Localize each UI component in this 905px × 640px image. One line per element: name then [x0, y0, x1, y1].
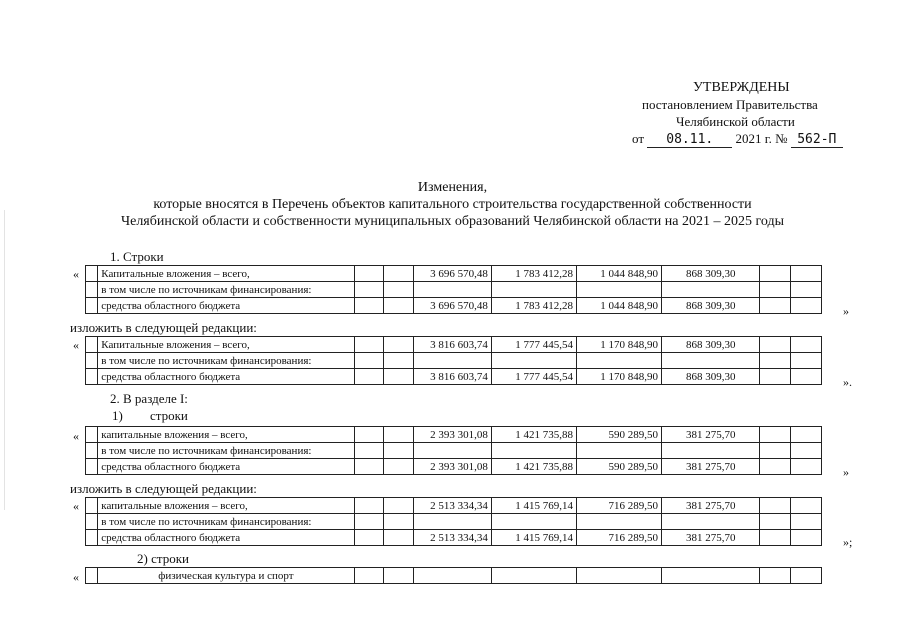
value-cell: 1 415 769,14	[491, 530, 576, 546]
empty-cell	[760, 514, 791, 530]
row-label: в том числе по источникам финансирования:	[98, 514, 354, 530]
row-label: капитальные вложения – всего,	[98, 427, 354, 443]
scan-edge-line	[4, 210, 5, 510]
empty-cell	[384, 266, 414, 282]
value-cell: 2 513 334,34	[414, 498, 492, 514]
empty-cell	[791, 282, 822, 298]
approval-year: 2021 г. №	[735, 131, 788, 146]
empty-cell	[791, 266, 822, 282]
empty-cell	[354, 514, 384, 530]
value-cell	[576, 282, 661, 298]
empty-cell	[760, 498, 791, 514]
table-row	[86, 498, 822, 514]
table-row	[86, 337, 822, 353]
table-row	[86, 514, 822, 530]
value-cell: 868 309,30	[662, 369, 760, 385]
value-cell	[414, 443, 492, 459]
value-cell	[662, 282, 760, 298]
row-label: в том числе по источникам финансирования:	[98, 353, 354, 369]
open-quote: «	[73, 570, 79, 584]
value-cell	[662, 514, 760, 530]
heading-line3: Челябинской области и собственности муниципальных образований Челябинской области на 2021 – 2025 годы	[121, 214, 784, 229]
value-cell	[662, 353, 760, 369]
value-cell: 1 783 412,28	[491, 266, 576, 282]
value-cell: 590 289,50	[576, 427, 661, 443]
empty-cell	[760, 353, 791, 369]
value-cell: 716 289,50	[576, 498, 661, 514]
value-cell	[414, 353, 492, 369]
value-cell: 1 170 848,90	[576, 337, 661, 353]
empty-cell	[791, 568, 822, 584]
empty-cell	[354, 353, 384, 369]
value-cell: 381 275,70	[662, 530, 760, 546]
value-cell: 3 816 603,74	[414, 369, 492, 385]
table-old-3	[85, 567, 822, 584]
value-cell: 868 309,30	[662, 298, 760, 314]
empty-cell	[760, 298, 791, 314]
empty-cell	[384, 298, 414, 314]
empty-cell	[354, 427, 384, 443]
empty-cell	[86, 369, 98, 385]
empty-cell	[791, 459, 822, 475]
value-cell: 2 513 334,34	[414, 530, 492, 546]
value-cell	[414, 568, 492, 584]
table-row	[86, 369, 822, 385]
value-cell	[414, 282, 492, 298]
empty-cell	[86, 498, 98, 514]
value-cell: 381 275,70	[662, 498, 760, 514]
empty-cell	[86, 266, 98, 282]
value-cell	[491, 568, 576, 584]
value-cell: 381 275,70	[662, 427, 760, 443]
empty-cell	[760, 337, 791, 353]
table-new-2	[85, 497, 822, 546]
empty-cell	[791, 498, 822, 514]
value-cell	[576, 443, 661, 459]
empty-cell	[354, 266, 384, 282]
empty-cell	[384, 443, 414, 459]
table-row	[86, 443, 822, 459]
value-cell	[662, 568, 760, 584]
table-row	[86, 266, 822, 282]
heading-line2: которые вносятся в Перечень объектов капитального строительства государственной собственности	[153, 197, 752, 212]
approval-date: 08.11.	[647, 132, 732, 148]
value-cell	[662, 443, 760, 459]
table-row	[86, 568, 822, 584]
value-cell	[491, 282, 576, 298]
value-cell: 1 415 769,14	[491, 498, 576, 514]
heading-line1: Изменения,	[417, 180, 488, 195]
empty-cell	[354, 568, 384, 584]
value-cell: 3 696 570,48	[414, 266, 492, 282]
section-1-label: 1. Строки	[110, 249, 164, 264]
empty-cell	[791, 369, 822, 385]
value-cell: 1 783 412,28	[491, 298, 576, 314]
table-old-2	[85, 426, 822, 475]
value-cell: 1 044 848,90	[576, 298, 661, 314]
empty-cell	[354, 369, 384, 385]
row-label: средства областного бюджета	[98, 369, 354, 385]
empty-cell	[760, 369, 791, 385]
subsection-2-label: 2) строки	[137, 551, 189, 566]
value-cell	[491, 514, 576, 530]
value-cell	[414, 514, 492, 530]
empty-cell	[760, 282, 791, 298]
empty-cell	[760, 443, 791, 459]
approval-line2: Челябинской области	[676, 114, 795, 129]
empty-cell	[354, 459, 384, 475]
row-label: Капитальные вложения – всего,	[98, 266, 354, 282]
table-row	[86, 459, 822, 475]
close-quote-dot: ».	[843, 375, 852, 389]
approval-prefix: от	[632, 131, 645, 146]
empty-cell	[760, 459, 791, 475]
value-cell: 381 275,70	[662, 459, 760, 475]
empty-cell	[760, 266, 791, 282]
empty-cell	[791, 530, 822, 546]
row-label: капитальные вложения – всего,	[98, 498, 354, 514]
value-cell: 1 777 445,54	[491, 337, 576, 353]
empty-cell	[384, 498, 414, 514]
approval-title: УТВЕРЖДЕНЫ	[693, 80, 790, 95]
empty-cell	[354, 498, 384, 514]
empty-cell	[86, 298, 98, 314]
row-label: в том числе по источникам финансирования:	[98, 443, 354, 459]
subsection-1-num: 1)	[112, 408, 123, 423]
value-cell: 2 393 301,08	[414, 459, 492, 475]
empty-cell	[384, 530, 414, 546]
empty-cell	[384, 427, 414, 443]
empty-cell	[384, 337, 414, 353]
empty-cell	[384, 369, 414, 385]
row-label: в том числе по источникам финансирования:	[98, 282, 354, 298]
open-quote: «	[73, 338, 79, 352]
approval-number: 562-П	[791, 132, 843, 148]
value-cell	[576, 568, 661, 584]
row-label: средства областного бюджета	[98, 459, 354, 475]
table-row	[86, 530, 822, 546]
table-new-1	[85, 336, 822, 385]
empty-cell	[354, 443, 384, 459]
value-cell	[576, 353, 661, 369]
empty-cell	[86, 530, 98, 546]
empty-cell	[791, 427, 822, 443]
open-quote: «	[73, 429, 79, 443]
empty-cell	[354, 282, 384, 298]
row-label: Капитальные вложения – всего,	[98, 337, 354, 353]
approval-line1: постановлением Правительства	[642, 97, 818, 112]
value-cell: 716 289,50	[576, 530, 661, 546]
empty-cell	[384, 459, 414, 475]
empty-cell	[354, 298, 384, 314]
value-cell	[576, 514, 661, 530]
value-cell	[491, 443, 576, 459]
close-quote-semicolon: »;	[843, 535, 853, 549]
empty-cell	[760, 568, 791, 584]
close-quote: »	[843, 304, 849, 318]
value-cell: 1 044 848,90	[576, 266, 661, 282]
value-cell: 1 170 848,90	[576, 369, 661, 385]
empty-cell	[384, 282, 414, 298]
empty-cell	[384, 514, 414, 530]
empty-cell	[86, 427, 98, 443]
empty-cell	[791, 337, 822, 353]
table-row	[86, 353, 822, 369]
empty-cell	[86, 568, 98, 584]
empty-cell	[791, 443, 822, 459]
value-cell: 3 816 603,74	[414, 337, 492, 353]
empty-cell	[791, 514, 822, 530]
empty-cell	[354, 530, 384, 546]
empty-cell	[86, 282, 98, 298]
row-label: средства областного бюджета	[98, 530, 354, 546]
value-cell: 1 421 735,88	[491, 427, 576, 443]
row-label: физическая культура и спорт	[98, 568, 354, 584]
empty-cell	[86, 514, 98, 530]
empty-cell	[760, 427, 791, 443]
value-cell: 2 393 301,08	[414, 427, 492, 443]
empty-cell	[384, 568, 414, 584]
table-row	[86, 427, 822, 443]
value-cell	[491, 353, 576, 369]
open-quote: «	[73, 267, 79, 281]
empty-cell	[86, 443, 98, 459]
empty-cell	[791, 353, 822, 369]
empty-cell	[86, 459, 98, 475]
empty-cell	[760, 530, 791, 546]
edit-instruction-2: изложить в следующей редакции:	[70, 481, 257, 496]
subsection-1-label: строки	[150, 408, 188, 423]
table-old-1	[85, 265, 822, 314]
section-2-label: 2. В разделе I:	[110, 391, 188, 406]
close-quote: »	[843, 465, 849, 479]
value-cell: 1 421 735,88	[491, 459, 576, 475]
value-cell: 868 309,30	[662, 337, 760, 353]
table-row	[86, 298, 822, 314]
table-row	[86, 282, 822, 298]
empty-cell	[86, 353, 98, 369]
value-cell: 3 696 570,48	[414, 298, 492, 314]
empty-cell	[791, 298, 822, 314]
approval-date-line	[632, 131, 843, 148]
empty-cell	[384, 353, 414, 369]
row-label: средства областного бюджета	[98, 298, 354, 314]
value-cell: 1 777 445,54	[491, 369, 576, 385]
value-cell: 868 309,30	[662, 266, 760, 282]
empty-cell	[86, 337, 98, 353]
empty-cell	[354, 337, 384, 353]
open-quote: «	[73, 499, 79, 513]
edit-instruction-1: изложить в следующей редакции:	[70, 320, 257, 335]
value-cell: 590 289,50	[576, 459, 661, 475]
